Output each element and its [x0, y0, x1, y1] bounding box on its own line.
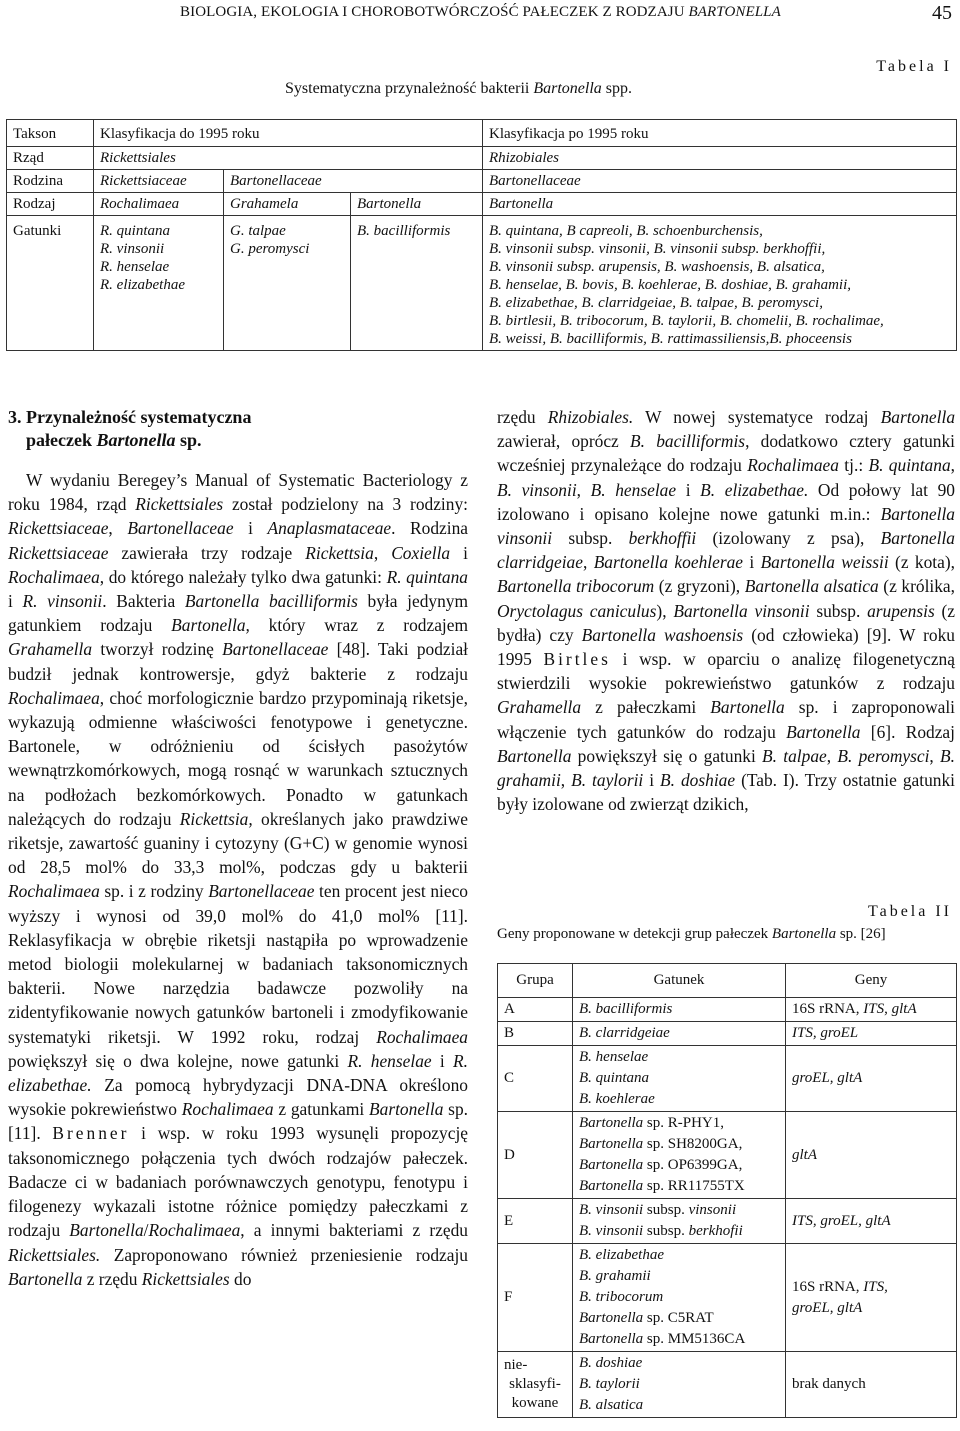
- body-paragraph: W wydaniu Beregey’s Manual of Systematic Bacteriology z roku 1984, rząd Rickettsiales został podzielony na 3 rodziny: Rickettsiaceae, Bartonellaceae i Anaplasmataceae. Rodzina Rickettsiaceae zawierała trzy rodzaje Rickettsia, Coxiella i Rochalimaea, do którego należały tylko dwa gatunki: R. quintana i R. vinsonii. Bakteria Bartonella bacilliformis była jedynym gatunkiem rodzaju Bartonella, który wraz z rodzajem Grahamella tworzył rodzinę Bartonellaceae [48]. Taki podział budził jednak kontrowersje, gdyż bakterie z rodzaju Rochalimaea, choć morfologicznie bardzo przypominają riketsje, wykazują odmienne właściwości fenotypowe i genetyczne. Bartonele, w odróżnieniu od ścisłych pasożytów wewnątrzkomórkowych, mogą rosnąć w warunkach sztucznych na podłożach bezkomórkowych. Ponadto w gatunkach należących do rodzaju Rickettsia, określanych jako prawdziwe riketsje, zawartość guaniny i cytozyny (G+C) w genomie wynosi od 28,5 mol% do 33,3 mol%, podczas gdy u bakterii Rochalimaea sp. i z rodziny Bartonellaceae ten procent jest nieco wyższy i wynosi od 39,0 mol% do 41,0 mol% [11]. Reklasyfikacja w obrębie riketsji nastąpiła po wprowadzenie metod biologii molekularnej w badaniach taksonomicznych bakterii. Nowe narzędzia badawcze pozwoliły na zidentyfikowanie nowych gatunków bartoneli i zmodyfikowanie systematyki riketsji. W 1992 roku, rodzaj Rochalimaea powiększył się o dwa kolejne, nowe gatunki R. henselae i R. elizabethae. Za pomocą hybrydyzacji DNA-DNA określono wysokie pokrewieństwo Rochalimaea z gatunkami Bartonella sp. [11]. Brenner i wsp. w roku 1993 wysunęli propozycję taksonomicznego połączenia tych dwóch rodzajów pałeczek. Badacze ci w badaniach porównawczych genotypu, fenotypu i filogenezy wykazali istotne różnice pomiędzy pałeczkami z rodzaju Bartonella/Rochalimaea, a innymi bakteriami z rzędu Rickettsiales. Zaproponowano również przeniesienie rodzaju Bartonella z rzędu Rickettsiales do: [8, 470, 469, 1289]
- table-row: A B. bacilliformis 16S rRNA, ITS, gltA: [498, 998, 957, 1022]
- table1-species-rochalimaea: R. quintana R. vinsonii R. henselae R. elizabethae: [94, 216, 224, 351]
- table-row: D Bartonella sp. R-PHY1, Bartonella sp. SH8200GA, Bartonella sp. OP6399GA, Bartonella sp. RR11755TX gltA: [498, 1112, 957, 1199]
- table1-row-order: Rząd Rickettsiales Rhizobiales: [7, 147, 957, 170]
- table2-caption: Geny proponowane w detekcji grup pałeczek Bartonella sp. [26]: [497, 926, 886, 942]
- running-head-text: BIOLOGIA, EKOLOGIA I CHOROBOTWÓRCZOŚĆ PAŁECZEK Z RODZAJU: [180, 4, 685, 20]
- table1-row-family: Rodzina Rickettsiaceae Bartonellaceae Bartonellaceae: [7, 170, 957, 193]
- table2-label: Tabela II: [867, 903, 952, 920]
- table-row: C B. henselae B. quintana B. koehlerae groEL, gltA: [498, 1046, 957, 1112]
- table-row: nie- sklasyfi- kowane B. doshiae B. taylorii B. alsatica brak danych: [498, 1352, 957, 1418]
- table1-header-row: [7, 120, 957, 147]
- table1-species-grahamela: G. talpae G. peromysci: [224, 216, 351, 351]
- table1-header-before: Klasyfikacja do 1995 roku: [94, 120, 483, 147]
- right-column: [497, 405, 955, 816]
- table1-row-species: Gatunki R. quintana R. vinsonii R. henselae R. elizabethae G. talpae G. peromysci B. bacilliformis B. quintana, B capreoli, B. schoenburchensis, B. vinsonii subsp. vinsonii, B. vinsonii subsp. berkhoffii, B. vinsonii subsp. arupensis, B. washoensis, B. alsatica, B. henselae, B. bovis, B. koehlerae, B. doshiae, B. grahamii, B. elizabethae, B. clarridgeiae, B. talpae, B. peromysci, B. birtlesii, B. tribocorum, B. taylorii, B. chomelii, B. rochalimae, B. weissi, B. bacilliformis, B. rattimassiliensis,B. phoceensis: [7, 216, 957, 351]
- running-head: [180, 4, 781, 21]
- table1-header-after: Klasyfikacja po 1995 roku: [483, 120, 957, 147]
- table2: [497, 963, 957, 1418]
- table1-species-after: B. quintana, B capreoli, B. schoenburchensis, B. vinsonii subsp. vinsonii, B. vinsonii subsp. berkhoffii, B. vinsonii subsp. arupensis, B. washoensis, B. alsatica, B. henselae, B. bovis, B. koehlerae, B. doshiae, B. grahamii, B. elizabethae, B. clarridgeiae, B. talpae, B. peromysci, B. birtlesii, B. tribocorum, B. taylorii, B. chomelii, B. rochalimae, B. weissi, B. bacilliformis, B. rattimassiliensis,B. phoceensis: [483, 216, 957, 351]
- table1: [6, 119, 957, 351]
- table1-row-genus: Rodzaj Rochalimaea Grahamela Bartonella Bartonella: [7, 193, 957, 216]
- table-row: F B. elizabethae B. grahamii B. tribocorum Bartonella sp. C5RAT Bartonella sp. MM5136CA 16S rRNA, ITS, groEL, gltA: [498, 1244, 957, 1352]
- table1-label: Tabela I: [876, 58, 952, 75]
- table1-header-taxon: Takson: [7, 120, 94, 147]
- table2-header-row: Grupa Gatunek Geny: [498, 964, 957, 998]
- table1-species-bartonella: B. bacilliformis: [351, 216, 483, 351]
- section-heading: 3. Przynależność systematyczna pałeczek Bartonella sp.: [8, 407, 252, 450]
- running-head-genus: BARTONELLA: [688, 4, 781, 20]
- page-number: 45: [932, 2, 952, 24]
- left-column: [8, 407, 469, 1291]
- table1-caption: Systematyczna przynależność bakterii Bartonella spp.: [285, 80, 633, 97]
- body-paragraph-continued: rzędu Rhizobiales. W nowej systematyce rodzaj Bartonella zawierał, oprócz B. bacilliformis, dodatkowo cztery gatunki wcześniej przynależące do rodzaju Rochalimaea tj.: B. quintana, B. vinsonii, B. henselae i B. elizabethae. Od połowy lat 90 izolowano i opisano kolejne nowe gatunki m.in.: Bartonella vinsonii subsp. berkhoffii (izolowany z psa), Bartonella clarridgeiae, Bartonella koehlerae i Bartonella weissii (z kota), Bartonella tribocorum (z gryzoni), Bartonella alsatica (z królika, Oryctolagus caniculus), Bartonella vinsonii subsp. arupensis (z bydła) czy Bartonella washoensis (od człowieka) [9]. W roku 1995 Birtles i wsp. w oparciu o analizę filogenetyczną stwierdzili wysokie pokrewieństwo gatunków z rodzaju Grahamella z pałeczkami Bartonella sp. i zaproponowali włączenie tych gatunków do rodzaju Bartonella [6]. Rodzaj Bartonella powiększył się o gatunki B. talpae, B. peromysci, B. grahamii, B. taylorii i B. doshiae (Tab. I). Trzy ostatnie gatunki były izolowane od zwierząt dzikich,: [497, 407, 956, 815]
- table-row: E B. vinsonii subsp. vinsonii B. vinsonii subsp. berkhofii ITS, groEL, gltA: [498, 1199, 957, 1244]
- table-row: B B. clarridgeiae ITS, groEL: [498, 1022, 957, 1046]
